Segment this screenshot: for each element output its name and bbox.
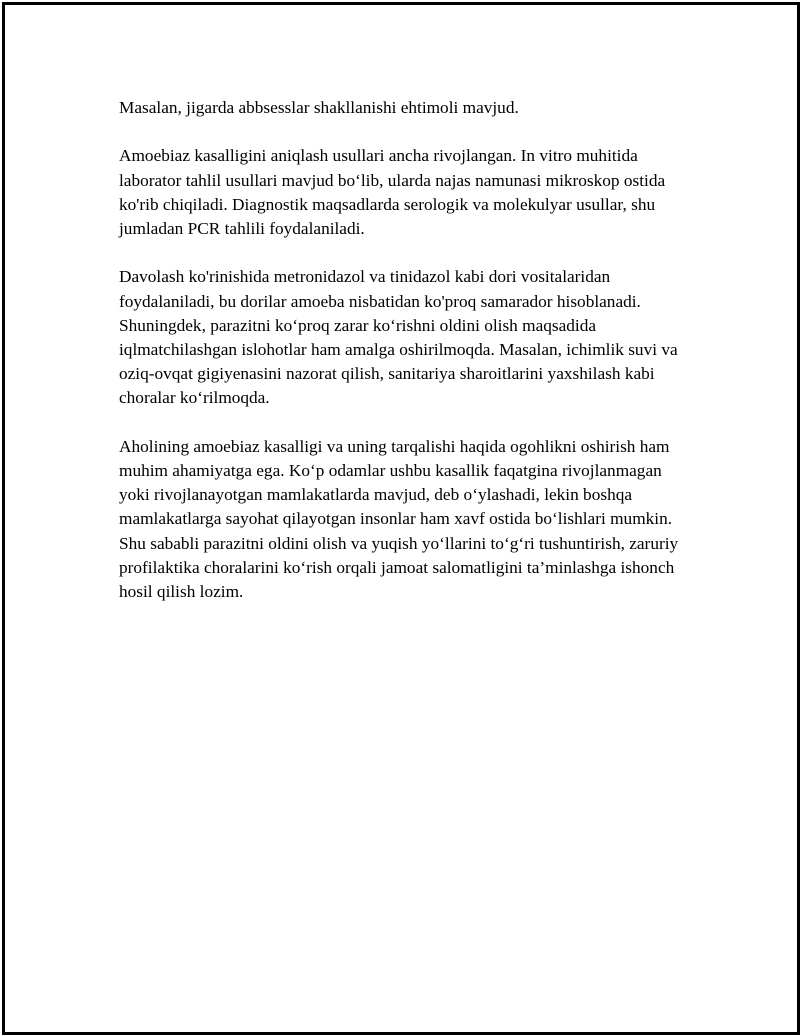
document-page [2, 2, 800, 1035]
paragraph-1: Masalan, jigarda abbsesslar shakllanishi ehtimoli mavjud. [119, 98, 519, 117]
document-body [119, 96, 689, 604]
paragraph-2: Amoebiaz kasalligini aniqlash usullari ancha rivojlangan. In vitro muhitida laborator tahlil usullari mavjud bo‘lib, ularda najas namunasi mikroskop ostida ko'rib chiqiladi. Diagnostik maqsadlarda serologik va molekulyar usullar, shu jumladan PCR tahlili foydalaniladi. [119, 146, 666, 238]
paragraph-4: Aholining amoebiaz kasalligi va uning tarqalishi haqida ogohlikni oshirish ham muhim ahamiyatga ega. Ko‘p odamlar ushbu kasallik faqatgina rivojlanmagan yoki rivojlanayotgan mamlakatlarda mavjud, deb o‘ylashadi, lekin boshqa mamlakatlarga sayohat qilayotgan insonlar ham xavf ostida bo‘lishlari mumkin. Shu sababli parazitni oldini olish va yuqish yo‘llarini to‘g‘ri tushuntirish, zaruriy profilaktika choralarini ko‘rish orqali jamoat salomatligini ta’minlashga ishonch hosil qilish lozim. [119, 436, 679, 602]
paragraph-3: Davolash ko'rinishida metronidazol va tinidazol kabi dori vositalaridan foydalaniladi, bu dorilar amoeba nisbatidan ko'proq samarador hisoblanadi. Shuningdek, parazitni ko‘proq zarar ko‘rishni oldini olish maqsadida iqlmatchilashgan islohotlar ham amalga oshirilmoqda. Masalan, ichimlik suvi va oziq-ovqat gigiyenasini nazorat qilish, sanitariya sharoitlarini yaxshilash kabi choralar ko‘rilmoqda. [119, 267, 678, 408]
